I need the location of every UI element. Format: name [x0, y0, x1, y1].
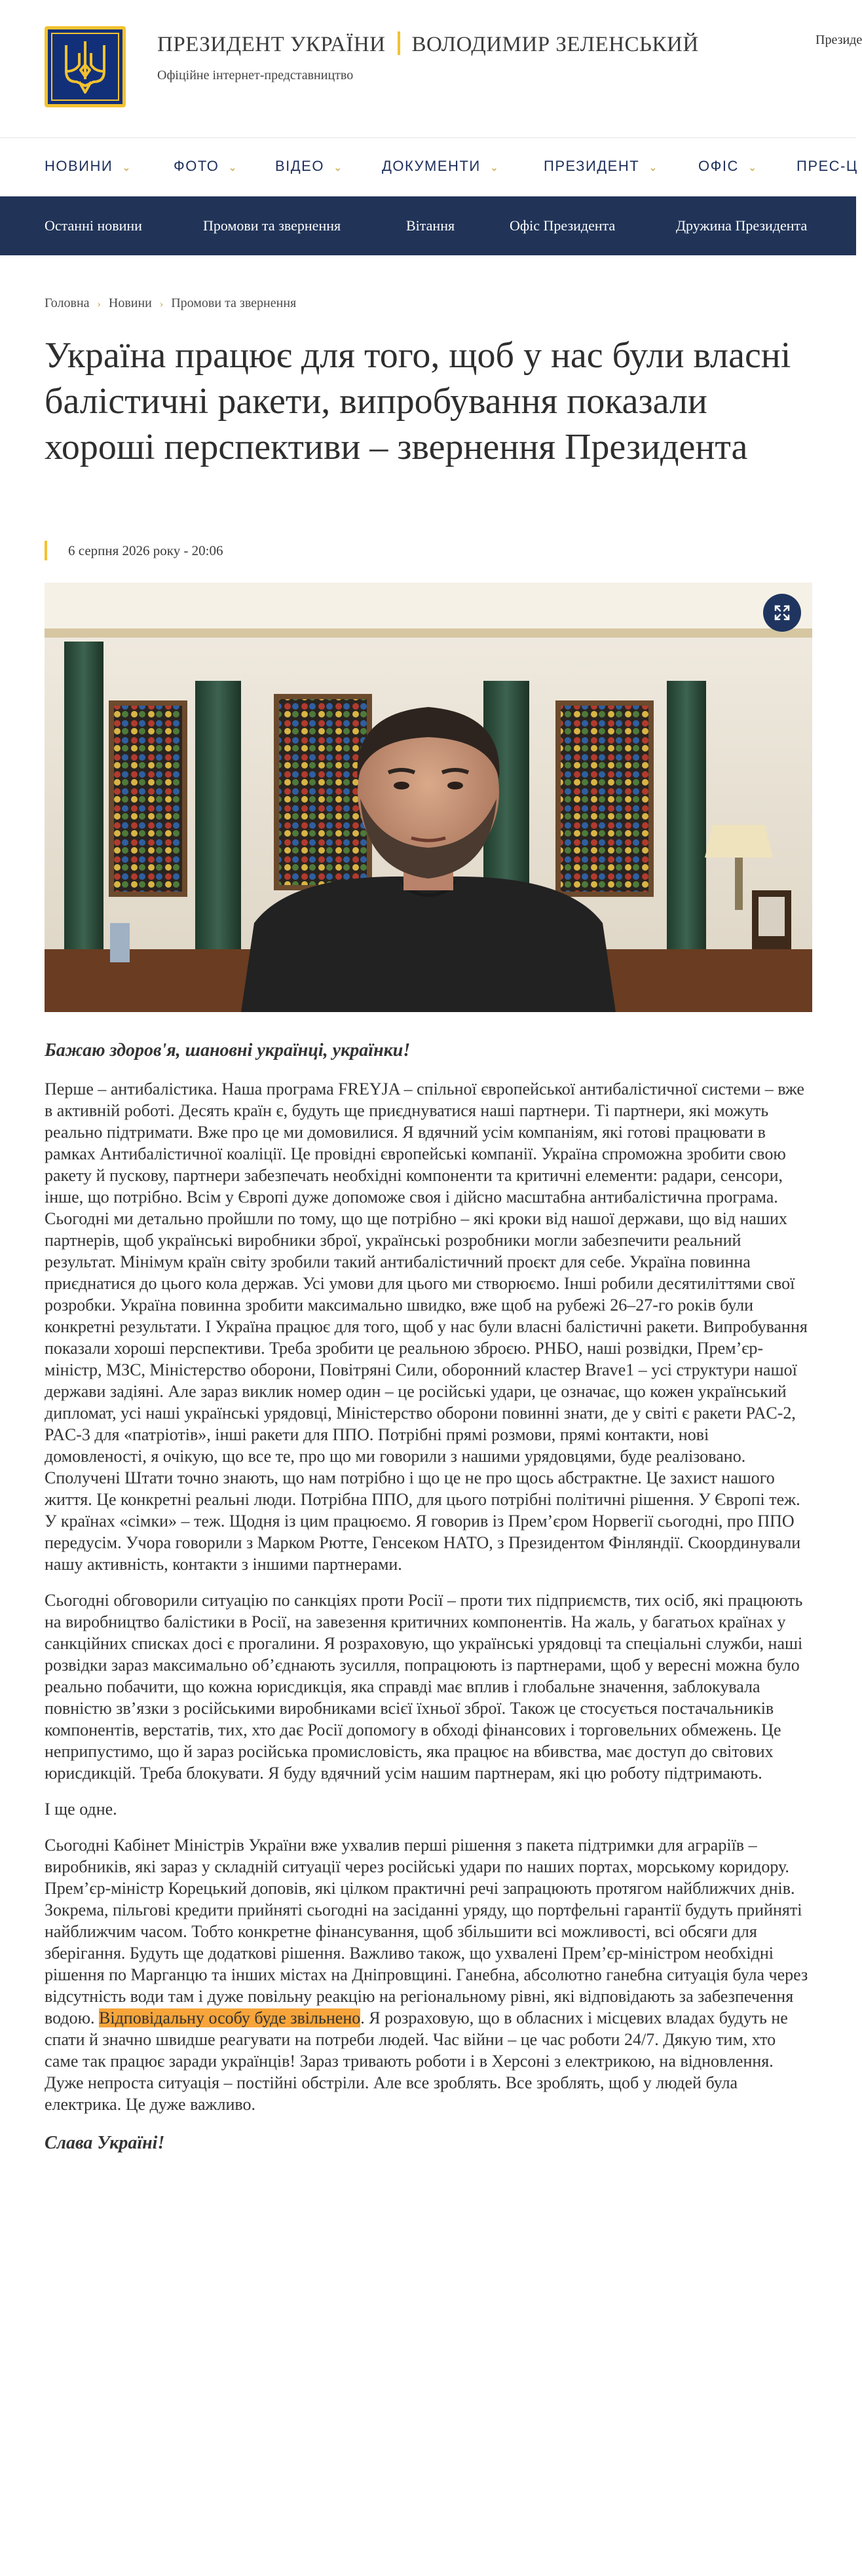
- article-body: [45, 1034, 812, 2168]
- article-closing: Слава Україні!: [45, 2133, 165, 2153]
- site-header: [0, 0, 862, 138]
- chevron-right-icon: ›: [159, 299, 164, 310]
- highlighted-text: Відповідальну особу буде звільнено: [99, 2008, 361, 2027]
- nav-item-label: ВІДЕО: [275, 158, 324, 174]
- chevron-down-icon: ⌄: [648, 162, 659, 173]
- breadcrumb-home[interactable]: Головна: [45, 296, 90, 310]
- nav-item-photo[interactable]: [174, 158, 238, 175]
- trident-coat-of-arms-icon: [51, 33, 119, 101]
- nav-item-press[interactable]: [796, 158, 858, 175]
- nav-item-video[interactable]: [275, 158, 343, 175]
- breadcrumb-speeches[interactable]: Промови та звернення: [171, 296, 297, 310]
- nav-item-president[interactable]: [544, 158, 658, 175]
- nav-item-label: ПРЕС-Ц: [796, 158, 858, 174]
- nav-item-label: ОФІС: [698, 158, 739, 174]
- title-separator: [398, 31, 400, 55]
- sub-nav: [0, 196, 856, 255]
- article-date: 6 серпня 2026 року - 20:06: [45, 541, 223, 560]
- article-greeting: Бажаю здоров'я, шановні українці, українки!: [45, 1040, 411, 1061]
- site-title[interactable]: [157, 31, 699, 57]
- subnav-greetings[interactable]: Вітання: [406, 217, 455, 234]
- article-photo: [45, 583, 812, 1012]
- nav-item-office[interactable]: [698, 158, 758, 175]
- chevron-down-icon: ⌄: [747, 162, 758, 173]
- nav-item-label: ДОКУМЕНТИ: [382, 158, 481, 174]
- paragraph-text: Сьогодні Кабінет Міністрів України вже ухвалив перші рішення з пакета підтримки для аграріїв – виробників, які зараз у складній ситуації через російські удари по наших портах, морському коридору. Прем’єр-міністр Корецький доповів, які цілком практичні речі запрацюють протягом найближчих днів. Зокрема, пільгові кредити прийняті сьогодні на засіданні уряду, що портфельні гарантії будуть прийняті найближчим часом. Тобто конкретне фінансування, щоб збільшити всі можливості, всі обсяги для зберігання. Будуть ще додаткові рішення. Важливо також, що ухвалені Прем’єр-міністром необхідні рішення по Марганцю та інших містах на Дніпровщині. Ганебна, абсолютно ганебна ситуація була через відсутність води там і дуже повільну реакцію на регіональному рівні, які відповідають за забезпечення водою.: [45, 1836, 808, 2027]
- chevron-right-icon: ›: [97, 299, 101, 310]
- subnav-first-lady[interactable]: Дружина Президента: [676, 217, 808, 234]
- president-portrait-image: [45, 583, 812, 1012]
- article-paragraph: Перше – антибалістика. Наша програма FREYJA – спільної європейської антибалістичної системи – вже в активній роботі. Десять країн є, будуть ще приєднуватися наші партнери. Ті партнери, які можуть реально підтримати. Вже про це ми домовилися. Я вдячний усім компаніям, які готові працювати в рамках Антибалістичної коаліції. Це провідні європейські компанії. Україна спроможна зробити свою ракету й пускову, партнери забезпечать необхідні компоненти та критичні елементи: радари, сенсори, інше, що потрібно. Всім у Європі дуже допоможе своя і дійсно масштабна антибалістична програма. Сьогодні ми детально пройшли по тому, що ще потрібно – які кроки від нашої держави, що від наших партнерів, щоб українські виробники зброї, українські розробники могли забезпечити реальний результат. Мінімум країн світу зробили такий антибалістичний проєкт для себе. Україна повинна приєднатися до цього кола держав. Усі умови для цього ми створюємо. Інші робили десятиліттями свої розробки. Україна повинна зробити максимально швидко, вже щоб на рубежі 26–27-го років були конкретні результати. І Україна працює для того, щоб у нас були власні балістичні ракети. Випробування показали хороші перспективи. Треба зробити це реальною зброєю. РНБО, наші розвідки, Прем’єр-міністр, МЗС, Міністерство оборони, Повітряні Сили, оборонний кластер Brave1 – усі структури нашої держави задіяні. Але зараз виклик номер один – це російські удари, це означає, що кожен український дипломат, усі наші українські урядовці, Міністерство оборони повинні знати, де у світі є ракети PAC-2, PAC-3 для «патріотів», інші ракети для ППО. Потрібні прямі розмови, прямі контакти, нові домовленості, я очікую, що все те, про що ми говорили з нашими урядовцями, буде реалізовано. Сполучені Штати точно знають, що нам потрібно і що це не про щось абстрактне. Це захист нашого життя. Це конкретні реальні люди. Потрібна ППО, для цього потрібні політичні рішення. У Європі теж. У країнах «сімки» – теж. Щодня із цим працюємо. Я говорив із Прем’єром Норвегії сьогодні, про ППО передусім. Учора говорили з Марком Рютте, Генсеком НАТО, з Президентом Фінляндії. Скоординували нашу активність, контакти з іншими партнерами.: [45, 1079, 808, 1574]
- nav-item-news[interactable]: [45, 158, 132, 175]
- subnav-latest-news[interactable]: Останні новини: [45, 217, 142, 234]
- site-subtitle: Офіційне інтернет-представництво: [157, 68, 354, 82]
- main-nav: [0, 137, 856, 197]
- breadcrumb-news[interactable]: Новини: [108, 296, 152, 310]
- expand-icon: [774, 604, 791, 621]
- site-logo[interactable]: [45, 26, 126, 107]
- nav-item-label: НОВИНИ: [45, 158, 113, 174]
- header-corner-link[interactable]: Президе: [815, 33, 862, 47]
- chevron-down-icon: ⌄: [228, 162, 238, 173]
- article-paragraph: І ще одне.: [45, 1800, 117, 1819]
- paragraph-text: . Я розраховую, що в обласних і місцевих владах будуть не спати й значно швидше реагувати на потреби людей. Час війни – це час роботи 24/7. Дякую тим, хто саме так працює заради українців! Зараз тривають роботи і в Херсоні з електрикою, на відновлення. Дуже непроста ситуація – постійні обстріли. Але все зроблять. Все зроблять, щоб у людей була електрика. Це дуже важливо.: [45, 2008, 788, 2114]
- nav-item-label: ПРЕЗИДЕНТ: [544, 158, 640, 174]
- breadcrumb: [45, 296, 296, 311]
- subnav-presidents-office[interactable]: Офіс Президента: [510, 217, 616, 234]
- article-title: Україна працює для того, щоб у нас були власні балістичні ракети, випробування показали хороші перспективи – звернення Президента: [45, 335, 791, 467]
- nav-item-documents[interactable]: [382, 158, 500, 175]
- nav-item-label: ФОТО: [174, 158, 219, 174]
- site-title-left: ПРЕЗИДЕНТ УКРАЇНИ: [157, 33, 386, 56]
- expand-photo-button[interactable]: [763, 594, 801, 632]
- site-title-right: ВОЛОДИМИР ЗЕЛЕНСЬКИЙ: [411, 33, 699, 56]
- chevron-down-icon: ⌄: [122, 162, 132, 173]
- chevron-down-icon: ⌄: [333, 162, 343, 173]
- chevron-down-icon: ⌄: [489, 162, 500, 173]
- article-paragraph: Сьогодні обговорили ситуацію по санкціях проти Росії – проти тих підприємств, тих осіб, які працюють на виробництво балістики в Росії, на завезення критичних компонентів. На жаль, у багатьох країнах у санкційних списках досі є прогалини. Я розраховую, що українські урядовці та спеціальні служби, наші розвідки зараз максимально об’єднають зусилля, попрацюють із партнерами, щоб у вересні можна було реально побачити, що кожна юрисдикція, яка справді має вплив і глобальне значення, заблокувала повністю зв’язки з російськими виробниками всієї їхньої зброї. Також це стосується постачальників компонентів, верстатів, тих, хто дає Росії допомогу в обході фінансових і торговельних обмежень. Це неприпустимо, що й зараз російська промисловість, яка працює на вбивства, має доступ до світових юрисдикцій. Треба блокувати. Я буду вдячний усім нашим партнерам, які цю роботу підтримають.: [45, 1591, 803, 1783]
- article-paragraph: [45, 1834, 812, 2115]
- subnav-speeches[interactable]: Промови та звернення: [203, 217, 341, 234]
